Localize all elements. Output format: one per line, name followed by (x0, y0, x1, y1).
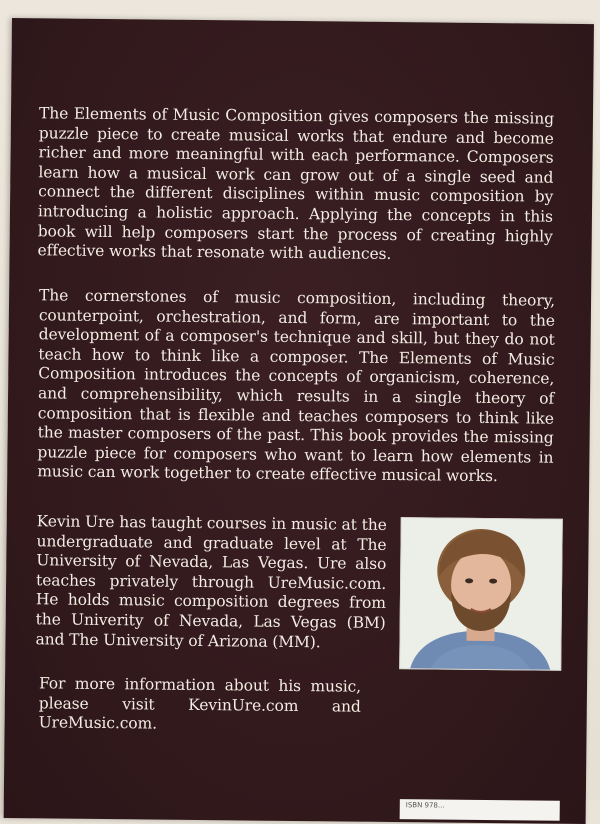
more-info-text: For more information about his music, please visit KevinUre.com and UreMusic.com. (38, 674, 362, 733)
book-back-cover (4, 18, 594, 824)
description-paragraph-2: The cornerstones of music composition, including theory, counterpoint, orchestration, and form, are important to the development of a composer's technique and skill, but they do not teach how to think like a composer. The Elements of Music Composition introduces the concepts of organicism, coherence, and comprehensibility, which results in a single theory of composition that is flexible and teaches composers to think like the master composers of the past. This book provides the missing puzzle piece for composers who want to learn how elements in music can work together to create effective musical works. (37, 286, 556, 486)
description-paragraph-1: The Elements of Music Composition gives composers the missing puzzle piece to create musical works that endure and become richer and more meaningful with each performance. Composers learn how a musical work can grow out of a single seed and connect the different disciplines within music composition by introducing a holistic approach. Applying the concepts in this book will help composers start the process of creating highly effective works that resonate with audiences. (37, 104, 555, 264)
author-portrait-image (400, 518, 562, 670)
author-bio: Kevin Ure has taught courses in music at the undergraduate and graduate level at The University of Nevada, Las Vegas. Ure also teaches privately through UreMusic.com. He holds music composition degrees from the Univerity of Nevada, Las Vegas (BM) and The University of Arizona (MM). (35, 512, 387, 651)
isbn-barcode-label: ISBN 978... (400, 799, 560, 821)
author-photo (399, 517, 563, 671)
